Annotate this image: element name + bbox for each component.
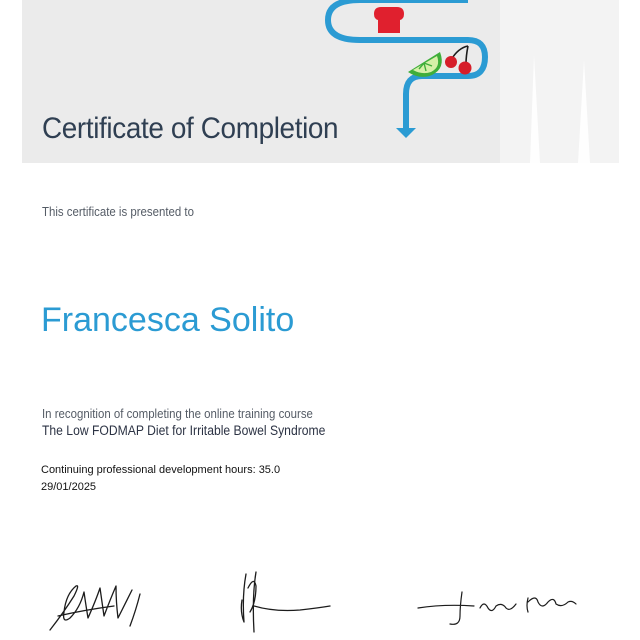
header-side-panel (500, 0, 619, 163)
signature-3 (414, 586, 584, 632)
completion-date: 29/01/2025 (41, 481, 97, 493)
cherries-icon (445, 46, 472, 75)
course-name: The Low FODMAP Diet for Irritable Bowel Syndrome (42, 423, 326, 438)
cpd-hours: Continuing professional development hours: 35.0 (41, 464, 281, 476)
signature-2 (234, 566, 338, 636)
presented-to-text: This certificate is presented to (42, 204, 194, 219)
certificate-title: Certificate of Completion (42, 112, 339, 145)
toast-icon (374, 7, 404, 33)
arrow-down-icon (396, 128, 416, 138)
recipient-name: Francesca Solito (41, 301, 295, 339)
signature-1 (44, 572, 154, 634)
recognition-text: In recognition of completing the online training course (42, 406, 313, 421)
